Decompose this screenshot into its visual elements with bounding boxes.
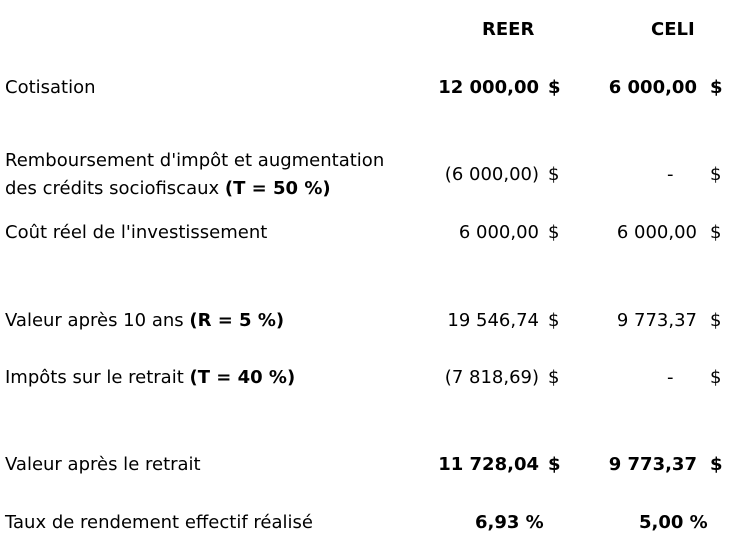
reer-effective-rate: 6,93 % [475, 512, 544, 533]
celi-value-after: 9 773,37 [608, 454, 697, 475]
row-label-withdrawal-tax [5, 366, 295, 390]
celi-value-after-currency: $ [710, 454, 723, 475]
reer-real-cost-currency: $ [548, 222, 560, 243]
celi-withdrawal-tax-value: - [667, 367, 674, 388]
celi-real-cost-value: 6 000,00 [616, 222, 697, 243]
celi-contribution-currency: $ [710, 77, 723, 98]
celi-refund-value: - [667, 164, 674, 185]
header-celi: CELI [651, 19, 695, 40]
reer-value-after-currency: $ [548, 454, 561, 475]
row-label-contribution: Cotisation [5, 77, 96, 98]
withdrawal-tax-rate-label: (T = 40 %) [189, 367, 296, 388]
reer-refund-currency: $ [548, 164, 560, 185]
row-label-refund-line2 [5, 177, 331, 201]
celi-refund-currency: $ [710, 164, 722, 185]
reer-value-10y: 19 546,74 [447, 310, 539, 331]
reer-withdrawal-tax-currency: $ [548, 367, 560, 388]
reer-value-after: 11 728,04 [438, 454, 539, 475]
reer-contribution-value: 12 000,00 [438, 77, 539, 98]
header-reer: REER [482, 19, 535, 40]
row-label-effective-rate: Taux de rendement effectif réalisé [5, 512, 313, 533]
withdrawal-tax-label-text: Impôts sur le retrait [5, 367, 190, 388]
row-label-refund-line1: Remboursement d'impôt et augmentation [5, 150, 385, 171]
celi-withdrawal-tax-currency: $ [710, 367, 722, 388]
refund-label-text: des crédits sociofiscaux [5, 178, 225, 199]
value-10y-rate-label: (R = 5 %) [189, 310, 285, 331]
celi-value-10y: 9 773,37 [616, 310, 697, 331]
celi-effective-rate: 5,00 % [639, 512, 708, 533]
celi-contribution-value: 6 000,00 [608, 77, 697, 98]
reer-value-10y-currency: $ [548, 310, 560, 331]
row-label-real-cost: Coût réel de l'investissement [5, 222, 268, 243]
row-label-value-10y [5, 309, 284, 333]
value-10y-label-text: Valeur après 10 ans [5, 310, 190, 331]
celi-real-cost-currency: $ [710, 222, 722, 243]
reer-real-cost-value: 6 000,00 [458, 222, 539, 243]
row-label-value-after: Valeur après le retrait [5, 454, 201, 475]
refund-rate-label: (T = 50 %) [224, 178, 331, 199]
reer-contribution-currency: $ [548, 77, 561, 98]
reer-refund-value: (6 000,00) [444, 164, 539, 185]
celi-value-10y-currency: $ [710, 310, 722, 331]
reer-withdrawal-tax-value: (7 818,69) [444, 367, 539, 388]
